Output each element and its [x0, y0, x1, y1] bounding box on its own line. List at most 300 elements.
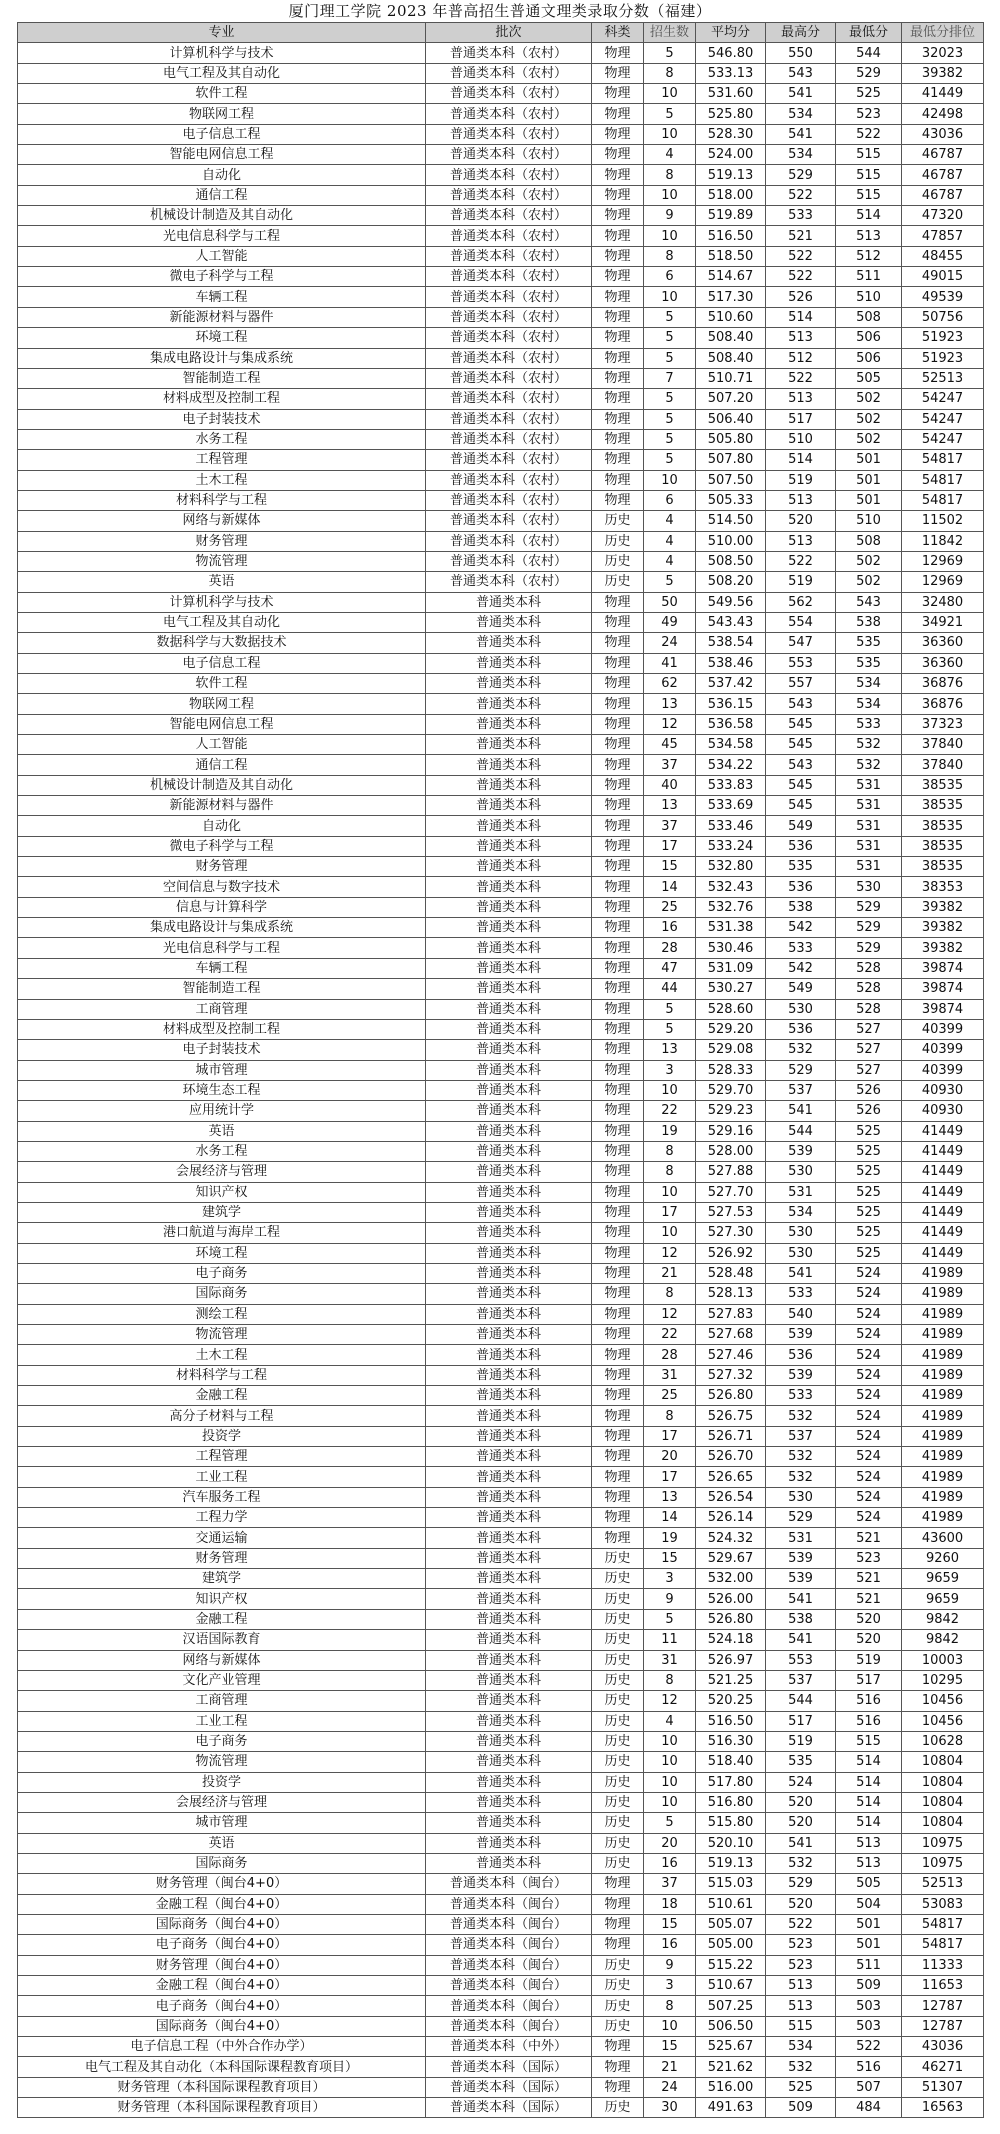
cell-batch: 普通类本科	[426, 592, 592, 612]
cell-average: 526.14	[696, 1508, 766, 1528]
cell-average: 527.68	[696, 1325, 766, 1345]
cell-min: 501	[836, 450, 902, 470]
table-row	[18, 2098, 984, 2118]
cell-major: 车辆工程	[18, 958, 426, 978]
cell-major: 电子商务	[18, 1731, 426, 1751]
table-row	[18, 1630, 984, 1650]
cell-average: 510.61	[696, 1894, 766, 1914]
cell-max: 519	[766, 470, 836, 490]
cell-major: 电子商务（闽台4+0）	[18, 1996, 426, 2016]
cell-average: 505.07	[696, 1914, 766, 1934]
cell-enrollment: 10	[644, 1752, 696, 1772]
table-row	[18, 1792, 984, 1812]
cell-min-rank: 54817	[902, 1914, 984, 1934]
cell-batch: 普通类本科（农村）	[426, 389, 592, 409]
cell-enrollment: 37	[644, 1874, 696, 1894]
table-row	[18, 409, 984, 429]
cell-min-rank: 41989	[902, 1345, 984, 1365]
table-row	[18, 1752, 984, 1772]
cell-average: 526.00	[696, 1589, 766, 1609]
cell-batch: 普通类本科	[426, 897, 592, 917]
cell-batch: 普通类本科（农村）	[426, 206, 592, 226]
cell-max: 534	[766, 1202, 836, 1222]
cell-batch: 普通类本科	[426, 979, 592, 999]
cell-batch: 普通类本科（农村）	[426, 328, 592, 348]
table-row	[18, 145, 984, 165]
cell-subject: 物理	[592, 633, 644, 653]
cell-subject: 历史	[592, 572, 644, 592]
table-row	[18, 1955, 984, 1975]
cell-major: 国际商务（闽台4+0）	[18, 2016, 426, 2036]
cell-batch: 普通类本科	[426, 694, 592, 714]
cell-average: 528.00	[696, 1141, 766, 1161]
cell-batch: 普通类本科	[426, 1040, 592, 1060]
cell-major: 英语	[18, 1833, 426, 1853]
cell-average: 516.80	[696, 1792, 766, 1812]
cell-enrollment: 8	[644, 1162, 696, 1182]
cell-batch: 普通类本科	[426, 1691, 592, 1711]
table-row	[18, 1894, 984, 1914]
cell-batch: 普通类本科	[426, 1589, 592, 1609]
cell-min-rank: 41449	[902, 84, 984, 104]
table-row	[18, 897, 984, 917]
cell-subject: 物理	[592, 409, 644, 429]
cell-max: 529	[766, 1060, 836, 1080]
cell-max: 532	[766, 1467, 836, 1487]
table-row	[18, 1060, 984, 1080]
cell-subject: 物理	[592, 1345, 644, 1365]
cell-min-rank: 52513	[902, 368, 984, 388]
cell-major: 自动化	[18, 816, 426, 836]
cell-average: 519.89	[696, 206, 766, 226]
cell-batch: 普通类本科	[426, 1670, 592, 1690]
cell-major: 工商管理	[18, 999, 426, 1019]
cell-max: 541	[766, 1589, 836, 1609]
cell-min: 504	[836, 1894, 902, 1914]
cell-min: 521	[836, 1569, 902, 1589]
table-row	[18, 979, 984, 999]
cell-max: 532	[766, 2057, 836, 2077]
cell-min-rank: 53083	[902, 1894, 984, 1914]
cell-max: 514	[766, 307, 836, 327]
table-row	[18, 735, 984, 755]
cell-batch: 普通类本科	[426, 735, 592, 755]
cell-subject: 物理	[592, 1080, 644, 1100]
cell-major: 投资学	[18, 1426, 426, 1446]
cell-major: 新能源材料与器件	[18, 796, 426, 816]
cell-min-rank: 39874	[902, 999, 984, 1019]
table-row	[18, 612, 984, 632]
table-row	[18, 389, 984, 409]
table-row	[18, 246, 984, 266]
cell-max: 544	[766, 1691, 836, 1711]
cell-average: 516.00	[696, 2077, 766, 2097]
cell-max: 537	[766, 1670, 836, 1690]
cell-average: 524.00	[696, 145, 766, 165]
cell-subject: 物理	[592, 348, 644, 368]
table-row	[18, 1101, 984, 1121]
cell-batch: 普通类本科（农村）	[426, 531, 592, 551]
cell-min-rank: 37840	[902, 755, 984, 775]
cell-min: 511	[836, 267, 902, 287]
cell-subject: 历史	[592, 1609, 644, 1629]
cell-max: 531	[766, 1528, 836, 1548]
cell-batch: 普通类本科	[426, 1080, 592, 1100]
cell-major: 材料科学与工程	[18, 490, 426, 510]
cell-max: 550	[766, 43, 836, 63]
cell-max: 530	[766, 999, 836, 1019]
cell-average: 491.63	[696, 2098, 766, 2118]
table-row	[18, 450, 984, 470]
cell-min-rank: 40399	[902, 1040, 984, 1060]
cell-major: 财务管理（闽台4+0）	[18, 1874, 426, 1894]
cell-min: 503	[836, 2016, 902, 2036]
cell-average: 506.50	[696, 2016, 766, 2036]
cell-subject: 历史	[592, 511, 644, 531]
cell-min: 508	[836, 531, 902, 551]
cell-major: 空间信息与数字技术	[18, 877, 426, 897]
cell-min: 506	[836, 328, 902, 348]
cell-min: 526	[836, 1101, 902, 1121]
cell-min: 513	[836, 226, 902, 246]
cell-subject: 物理	[592, 1060, 644, 1080]
cell-min-rank: 11842	[902, 531, 984, 551]
cell-batch: 普通类本科（农村）	[426, 287, 592, 307]
cell-batch: 普通类本科	[426, 1650, 592, 1670]
table-row	[18, 1731, 984, 1751]
table-row	[18, 511, 984, 531]
cell-max: 535	[766, 857, 836, 877]
table-row	[18, 572, 984, 592]
table-row	[18, 1426, 984, 1446]
cell-average: 532.43	[696, 877, 766, 897]
table-row	[18, 185, 984, 205]
table-row	[18, 551, 984, 571]
cell-min: 525	[836, 1121, 902, 1141]
cell-min: 517	[836, 1670, 902, 1690]
table-row	[18, 1691, 984, 1711]
cell-subject: 物理	[592, 1182, 644, 1202]
table-row	[18, 1853, 984, 1873]
cell-batch: 普通类本科	[426, 1467, 592, 1487]
cell-enrollment: 10	[644, 124, 696, 144]
cell-average: 518.50	[696, 246, 766, 266]
cell-min: 525	[836, 1182, 902, 1202]
table-row	[18, 1874, 984, 1894]
cell-min-rank: 36360	[902, 633, 984, 653]
cell-average: 521.25	[696, 1670, 766, 1690]
cell-enrollment: 28	[644, 1345, 696, 1365]
table-row	[18, 1325, 984, 1345]
cell-subject: 历史	[592, 1976, 644, 1996]
cell-batch: 普通类本科（农村）	[426, 104, 592, 124]
cell-enrollment: 22	[644, 1325, 696, 1345]
cell-batch: 普通类本科	[426, 1609, 592, 1629]
cell-batch: 普通类本科（农村）	[426, 368, 592, 388]
cell-average: 528.48	[696, 1263, 766, 1283]
cell-enrollment: 4	[644, 551, 696, 571]
cell-max: 533	[766, 206, 836, 226]
cell-min-rank: 46787	[902, 185, 984, 205]
cell-subject: 历史	[592, 1955, 644, 1975]
cell-enrollment: 6	[644, 490, 696, 510]
cell-batch: 普通类本科（中外）	[426, 2037, 592, 2057]
cell-subject: 物理	[592, 1447, 644, 1467]
cell-min-rank: 12969	[902, 572, 984, 592]
cell-min-rank: 36876	[902, 674, 984, 694]
table-row	[18, 470, 984, 490]
cell-max: 522	[766, 246, 836, 266]
cell-min: 521	[836, 1589, 902, 1609]
table-row	[18, 1569, 984, 1589]
cell-batch: 普通类本科（农村）	[426, 43, 592, 63]
cell-min-rank: 34921	[902, 612, 984, 632]
cell-subject: 历史	[592, 1711, 644, 1731]
cell-max: 541	[766, 1263, 836, 1283]
cell-min: 525	[836, 1223, 902, 1243]
cell-average: 505.33	[696, 490, 766, 510]
cell-batch: 普通类本科	[426, 1141, 592, 1161]
cell-subject: 物理	[592, 1467, 644, 1487]
cell-min: 531	[836, 796, 902, 816]
cell-min-rank: 54247	[902, 389, 984, 409]
table-row	[18, 1121, 984, 1141]
cell-major: 软件工程	[18, 84, 426, 104]
cell-subject: 物理	[592, 287, 644, 307]
cell-average: 526.54	[696, 1487, 766, 1507]
cell-min: 533	[836, 714, 902, 734]
cell-min: 516	[836, 1691, 902, 1711]
cell-average: 530.46	[696, 938, 766, 958]
cell-batch: 普通类本科（闽台）	[426, 1935, 592, 1955]
cell-min: 524	[836, 1284, 902, 1304]
cell-major: 土木工程	[18, 1345, 426, 1365]
cell-batch: 普通类本科	[426, 1284, 592, 1304]
cell-min-rank: 9659	[902, 1589, 984, 1609]
cell-major: 计算机科学与技术	[18, 592, 426, 612]
cell-enrollment: 49	[644, 612, 696, 632]
cell-min: 523	[836, 1548, 902, 1568]
cell-min: 514	[836, 1772, 902, 1792]
cell-average: 530.27	[696, 979, 766, 999]
cell-major: 工商管理	[18, 1691, 426, 1711]
cell-max: 522	[766, 1914, 836, 1934]
cell-average: 508.40	[696, 328, 766, 348]
cell-enrollment: 10	[644, 1731, 696, 1751]
cell-min: 515	[836, 1731, 902, 1751]
cell-average: 515.80	[696, 1813, 766, 1833]
cell-enrollment: 8	[644, 1406, 696, 1426]
cell-enrollment: 8	[644, 165, 696, 185]
cell-average: 516.50	[696, 1711, 766, 1731]
table-row	[18, 877, 984, 897]
cell-batch: 普通类本科	[426, 938, 592, 958]
cell-average: 525.80	[696, 104, 766, 124]
cell-max: 530	[766, 1243, 836, 1263]
cell-average: 517.80	[696, 1772, 766, 1792]
cell-average: 533.46	[696, 816, 766, 836]
cell-max: 519	[766, 572, 836, 592]
cell-min-rank: 10456	[902, 1711, 984, 1731]
cell-min: 524	[836, 1447, 902, 1467]
cell-batch: 普通类本科	[426, 796, 592, 816]
table-row	[18, 1976, 984, 1996]
cell-min-rank: 41989	[902, 1406, 984, 1426]
cell-min-rank: 46787	[902, 145, 984, 165]
table-row	[18, 1833, 984, 1853]
cell-min-rank: 10295	[902, 1670, 984, 1690]
cell-batch: 普通类本科（闽台）	[426, 1976, 592, 1996]
cell-subject: 物理	[592, 206, 644, 226]
cell-subject: 历史	[592, 1752, 644, 1772]
cell-min-rank: 41449	[902, 1223, 984, 1243]
cell-min: 502	[836, 389, 902, 409]
table-row	[18, 2057, 984, 2077]
table-row	[18, 1772, 984, 1792]
cell-enrollment: 15	[644, 1914, 696, 1934]
cell-min-rank: 38535	[902, 775, 984, 795]
table-row	[18, 84, 984, 104]
cell-batch: 普通类本科（闽台）	[426, 1874, 592, 1894]
cell-enrollment: 5	[644, 999, 696, 1019]
cell-min: 529	[836, 918, 902, 938]
cell-max: 554	[766, 612, 836, 632]
cell-max: 509	[766, 2098, 836, 2118]
cell-major: 材料成型及控制工程	[18, 1019, 426, 1039]
cell-min: 527	[836, 1060, 902, 1080]
cell-max: 538	[766, 1609, 836, 1629]
cell-average: 510.60	[696, 307, 766, 327]
cell-average: 527.46	[696, 1345, 766, 1365]
cell-batch: 普通类本科（农村）	[426, 409, 592, 429]
cell-enrollment: 3	[644, 1060, 696, 1080]
table-row	[18, 1914, 984, 1934]
cell-max: 533	[766, 1386, 836, 1406]
cell-max: 542	[766, 918, 836, 938]
cell-max: 514	[766, 450, 836, 470]
cell-enrollment: 19	[644, 1528, 696, 1548]
cell-subject: 物理	[592, 1101, 644, 1121]
cell-subject: 历史	[592, 1996, 644, 2016]
cell-subject: 物理	[592, 1243, 644, 1263]
cell-enrollment: 15	[644, 2037, 696, 2057]
cell-min: 525	[836, 84, 902, 104]
table-row	[18, 1548, 984, 1568]
cell-subject: 物理	[592, 1121, 644, 1141]
cell-major: 财务管理（本科国际课程教育项目）	[18, 2077, 426, 2097]
cell-subject: 物理	[592, 429, 644, 449]
header-subject: 科类	[592, 23, 644, 43]
table-row	[18, 1447, 984, 1467]
cell-max: 545	[766, 714, 836, 734]
cell-subject: 物理	[592, 735, 644, 755]
cell-min-rank: 36360	[902, 653, 984, 673]
cell-enrollment: 31	[644, 1365, 696, 1385]
cell-major: 知识产权	[18, 1182, 426, 1202]
cell-subject: 物理	[592, 1304, 644, 1324]
cell-major: 电子封装技术	[18, 1040, 426, 1060]
cell-min-rank: 41449	[902, 1243, 984, 1263]
cell-subject: 物理	[592, 84, 644, 104]
cell-min: 509	[836, 1976, 902, 1996]
table-body	[18, 43, 984, 2118]
cell-average: 510.00	[696, 531, 766, 551]
cell-enrollment: 12	[644, 1691, 696, 1711]
cell-enrollment: 4	[644, 531, 696, 551]
table-row	[18, 1284, 984, 1304]
cell-subject: 物理	[592, 368, 644, 388]
cell-min-rank: 9659	[902, 1569, 984, 1589]
cell-batch: 普通类本科	[426, 1853, 592, 1873]
cell-min-rank: 49015	[902, 267, 984, 287]
table-row	[18, 307, 984, 327]
cell-enrollment: 17	[644, 1467, 696, 1487]
cell-major: 电子商务（闽台4+0）	[18, 1935, 426, 1955]
cell-max: 547	[766, 633, 836, 653]
cell-major: 电子信息工程	[18, 124, 426, 144]
cell-subject: 物理	[592, 999, 644, 1019]
cell-major: 网络与新媒体	[18, 511, 426, 531]
cell-min-rank: 48455	[902, 246, 984, 266]
table-row	[18, 1487, 984, 1507]
table-row	[18, 267, 984, 287]
cell-batch: 普通类本科	[426, 1101, 592, 1121]
cell-average: 507.80	[696, 450, 766, 470]
cell-min: 507	[836, 2077, 902, 2097]
cell-batch: 普通类本科	[426, 1792, 592, 1812]
table-row	[18, 653, 984, 673]
cell-average: 526.80	[696, 1609, 766, 1629]
cell-max: 529	[766, 165, 836, 185]
cell-major: 智能制造工程	[18, 368, 426, 388]
cell-batch: 普通类本科（闽台）	[426, 1955, 592, 1975]
table-row	[18, 796, 984, 816]
cell-subject: 历史	[592, 1853, 644, 1873]
cell-enrollment: 20	[644, 1447, 696, 1467]
cell-enrollment: 4	[644, 511, 696, 531]
cell-enrollment: 10	[644, 1223, 696, 1243]
cell-min: 521	[836, 1528, 902, 1548]
cell-enrollment: 37	[644, 816, 696, 836]
cell-enrollment: 12	[644, 1304, 696, 1324]
cell-min-rank: 46787	[902, 165, 984, 185]
cell-batch: 普通类本科	[426, 1548, 592, 1568]
cell-min-rank: 10003	[902, 1650, 984, 1670]
cell-min-rank: 38535	[902, 836, 984, 856]
cell-subject: 物理	[592, 124, 644, 144]
cell-max: 545	[766, 775, 836, 795]
cell-min: 520	[836, 1609, 902, 1629]
cell-batch: 普通类本科	[426, 958, 592, 978]
cell-batch: 普通类本科	[426, 1833, 592, 1853]
cell-max: 536	[766, 1345, 836, 1365]
cell-batch: 普通类本科	[426, 816, 592, 836]
cell-average: 525.67	[696, 2037, 766, 2057]
cell-enrollment: 8	[644, 1996, 696, 2016]
cell-batch: 普通类本科	[426, 633, 592, 653]
cell-subject: 物理	[592, 958, 644, 978]
cell-subject: 物理	[592, 1325, 644, 1345]
cell-major: 城市管理	[18, 1813, 426, 1833]
cell-batch: 普通类本科	[426, 1406, 592, 1426]
cell-average: 532.80	[696, 857, 766, 877]
cell-batch: 普通类本科	[426, 1202, 592, 1222]
cell-average: 543.43	[696, 612, 766, 632]
cell-min-rank: 41989	[902, 1263, 984, 1283]
table-row	[18, 1508, 984, 1528]
cell-major: 金融工程（闽台4+0）	[18, 1894, 426, 1914]
table-row	[18, 1019, 984, 1039]
